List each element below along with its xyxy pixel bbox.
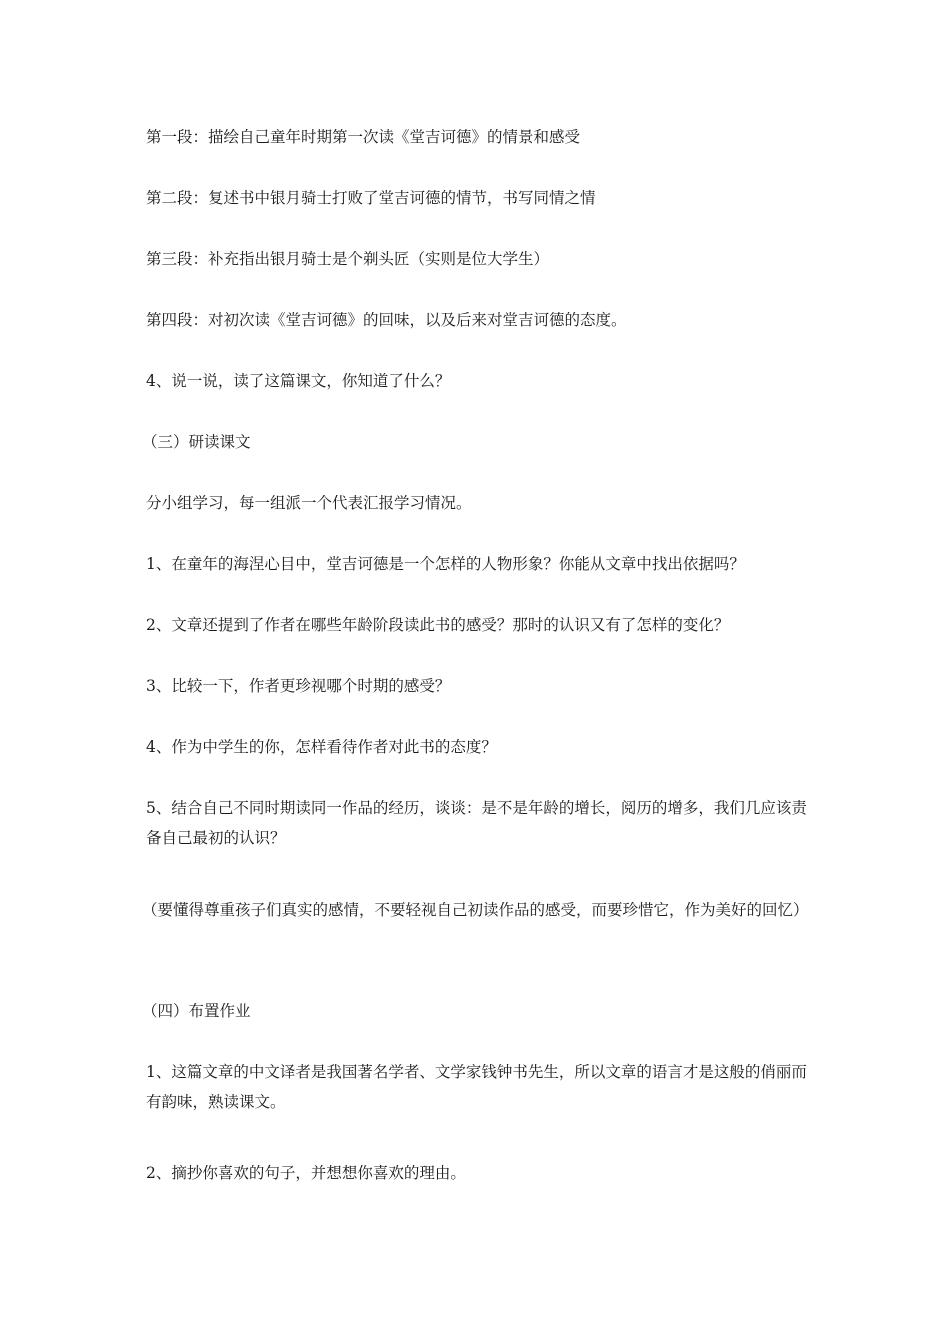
heading-study-text: （三）研读课文 (142, 433, 251, 451)
paragraph-section-three: 第三段：补充指出银月骑士是个剃头匠（实则是位大学生） (146, 250, 550, 268)
question-5: 5、结合自己不同时期读同一作品的经历，谈谈：是不是年龄的增长，阅历的增多，我们几应该责备自己最初的认识？ (146, 799, 807, 847)
assignment-1: 1、这篇文章的中文译者是我国著名学者、文学家钱钟书先生，所以文章的语言才是这般的俏丽而有韵味，熟读课文。 (146, 1063, 807, 1111)
paragraph-group-study: 分小组学习，每一组派一个代表汇报学习情况。 (146, 494, 472, 512)
note-respect-feelings: （要懂得尊重孩子们真实的感情，不要轻视自己初读作品的感受，而要珍惜它，作为美好的回忆） (142, 901, 809, 919)
question-2: 2、文章还提到了作者在哪些年龄阶段读此书的感受？那时的认识又有了怎样的变化？ (146, 616, 730, 634)
paragraph-section-four: 第四段：对初次读《堂吉诃德》的回味，以及后来对堂吉诃德的态度。 (146, 311, 627, 329)
paragraph-section-two: 第二段：复述书中银月骑士打败了堂吉诃德的情节，书写同情之情 (146, 189, 596, 207)
question-what-learned: 4、说一说，读了这篇课文，你知道了什么？ (146, 372, 451, 390)
question-3: 3、比较一下，作者更珍视哪个时期的感受？ (146, 677, 451, 695)
heading-assignment: （四）布置作业 (142, 1002, 251, 1020)
question-1: 1、在童年的海涅心目中，堂吉诃德是一个怎样的人物形象？你能从文章中找出依据吗？ (146, 555, 745, 573)
assignment-2: 2、摘抄你喜欢的句子，并想想你喜欢的理由。 (146, 1164, 466, 1182)
paragraph-section-one: 第一段：描绘自己童年时期第一次读《堂吉诃德》的情景和感受 (146, 128, 581, 146)
question-4: 4、作为中学生的你，怎样看待作者对此书的态度？ (146, 738, 497, 756)
